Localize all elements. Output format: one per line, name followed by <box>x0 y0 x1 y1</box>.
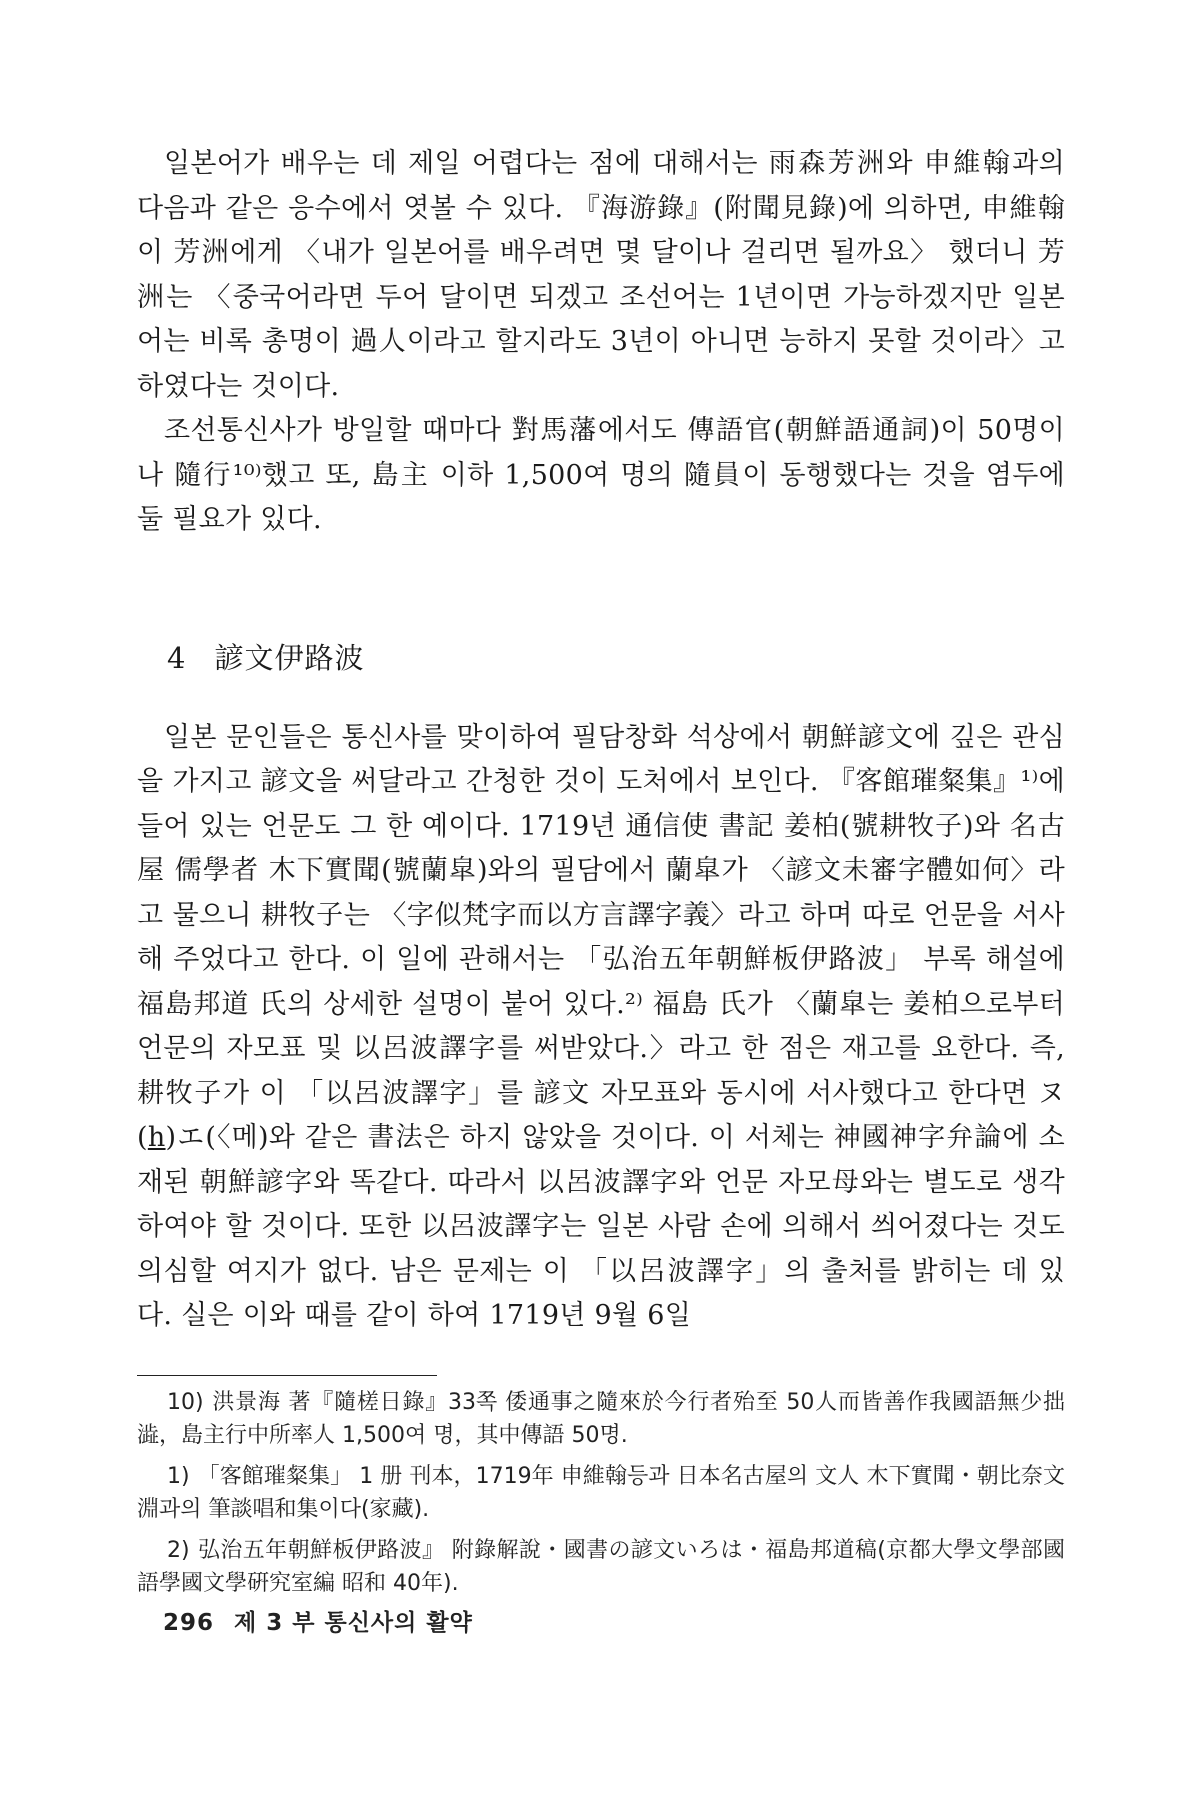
footnote-label: 2) <box>167 1537 190 1563</box>
footnote-label: 10) <box>167 1389 204 1415</box>
footnote <box>137 1386 1065 1452</box>
footnote-divider <box>137 1375 437 1376</box>
paragraph-text: )エ(〈메)와 같은 書法은 하지 않았을 것이다. 이 서체는 神國神字弁論에 소재된 朝鮮諺字와 똑같다. 따라서 以呂波譯字와 언문 자모母와는 별도로 생각하여야 할 것이다. 또한 以呂波譯字는 일본 사람 손에 의해서 씌어졌다는 것도 의심할 여지가 없다. 남은 문제는 이 「以呂波譯字」의 출처를 밝히는 데 있다. 실은 이와 때를 같이 하여 1719년 9월 6일 <box>137 1122 1065 1331</box>
footnote-text: 弘治五年朝鮮板伊路波』 附錄解說・國書の諺文いろは・福島邦道稿(京都大學文學部國語學國文學硏究室編 昭和 40年). <box>137 1537 1065 1596</box>
body-paragraph: 조선통신사가 방일할 때마다 對馬藩에서도 傳語官(朝鮮語通詞)이 50명이나 隨行¹⁰⁾했고 또, 島主 이하 1,500여 명의 隨員이 동행했다는 것을 염두에 둘 필요가 있다. <box>137 415 1065 535</box>
section-number: 4 <box>167 640 187 675</box>
footnote-label: 1) <box>167 1463 190 1489</box>
footnote-text: 洪景海 著『隨槎日錄』33쪽 倭通事之隨來於今行者殆至 50人而皆善作我國語無少拙澁，島主行中所率人 1,500여 명，其中傳語 50명. <box>137 1389 1065 1448</box>
running-title: 제 3 부 통신사의 활약 <box>234 1610 473 1636</box>
body-paragraph <box>137 716 1065 1339</box>
page-number: 296 <box>163 1610 215 1636</box>
footnotes <box>137 1386 1065 1600</box>
footnote <box>137 1460 1065 1526</box>
section-heading <box>167 638 1065 678</box>
footnote <box>137 1534 1065 1600</box>
section-title: 諺文伊路波 <box>214 640 365 675</box>
paragraph-text: 일본 문인들은 통신사를 맞이하여 필담창화 석상에서 朝鮮諺文에 깊은 관심을 가지고 諺文을 써달라고 간청한 것이 도처에서 보인다. 『客館璀粲集』¹⁾에 들어 있는 언문도 그 한 예이다. 1719년 通信使 書記 姜柏(號耕牧子)와 名古屋 儒學者 木下實聞(號蘭皐)와의 필담에서 蘭皐가 〈諺文未審字體如何〉라고 물으니 耕牧子는 〈字似梵字而以方言譯字義〉라고 하며 따로 언문을 서사해 주었다고 한다. 이 일에 관해서는 「弘治五年朝鮮板伊路波」 부록 해설에 福島邦道 氏의 상세한 설명이 붙어 있다.²⁾ 福島 氏가 〈蘭皐는 姜柏으로부터 언문의 자모표 및 以呂波譯字를 써받았다.〉라고 한 점은 재고를 요한다. 즉, 耕牧子가 이 「以呂波譯字」를 諺文 자모표와 동시에 서사했다고 한다면 ヌ( <box>137 721 1065 1153</box>
footnote-text: 「客館璀粲集」 1 册 刊本，1719年 申維翰등과 日本名古屋의 文人 木下實聞・朝比奈文淵과의 筆談唱和集이다(家藏). <box>137 1463 1065 1522</box>
page-footer <box>163 1604 473 1637</box>
underlined-letter: h <box>147 1122 166 1153</box>
body-paragraph: 일본어가 배우는 데 제일 어렵다는 점에 대해서는 雨森芳洲와 申維翰과의 다음과 같은 응수에서 엿볼 수 있다. 『海游錄』(附聞見錄)에 의하면, 申維翰이 芳洲에게 〈내가 일본어를 배우려면 몇 달이나 걸리면 될까요〉 했더니 芳洲는 〈중국어라면 두어 달이면 되겠고 조선어는 1년이면 가능하겠지만 일본어는 비록 총명이 過人이라고 할지라도 3년이 아니면 능하지 못할 것이라〉고 하였다는 것이다. <box>137 148 1065 402</box>
